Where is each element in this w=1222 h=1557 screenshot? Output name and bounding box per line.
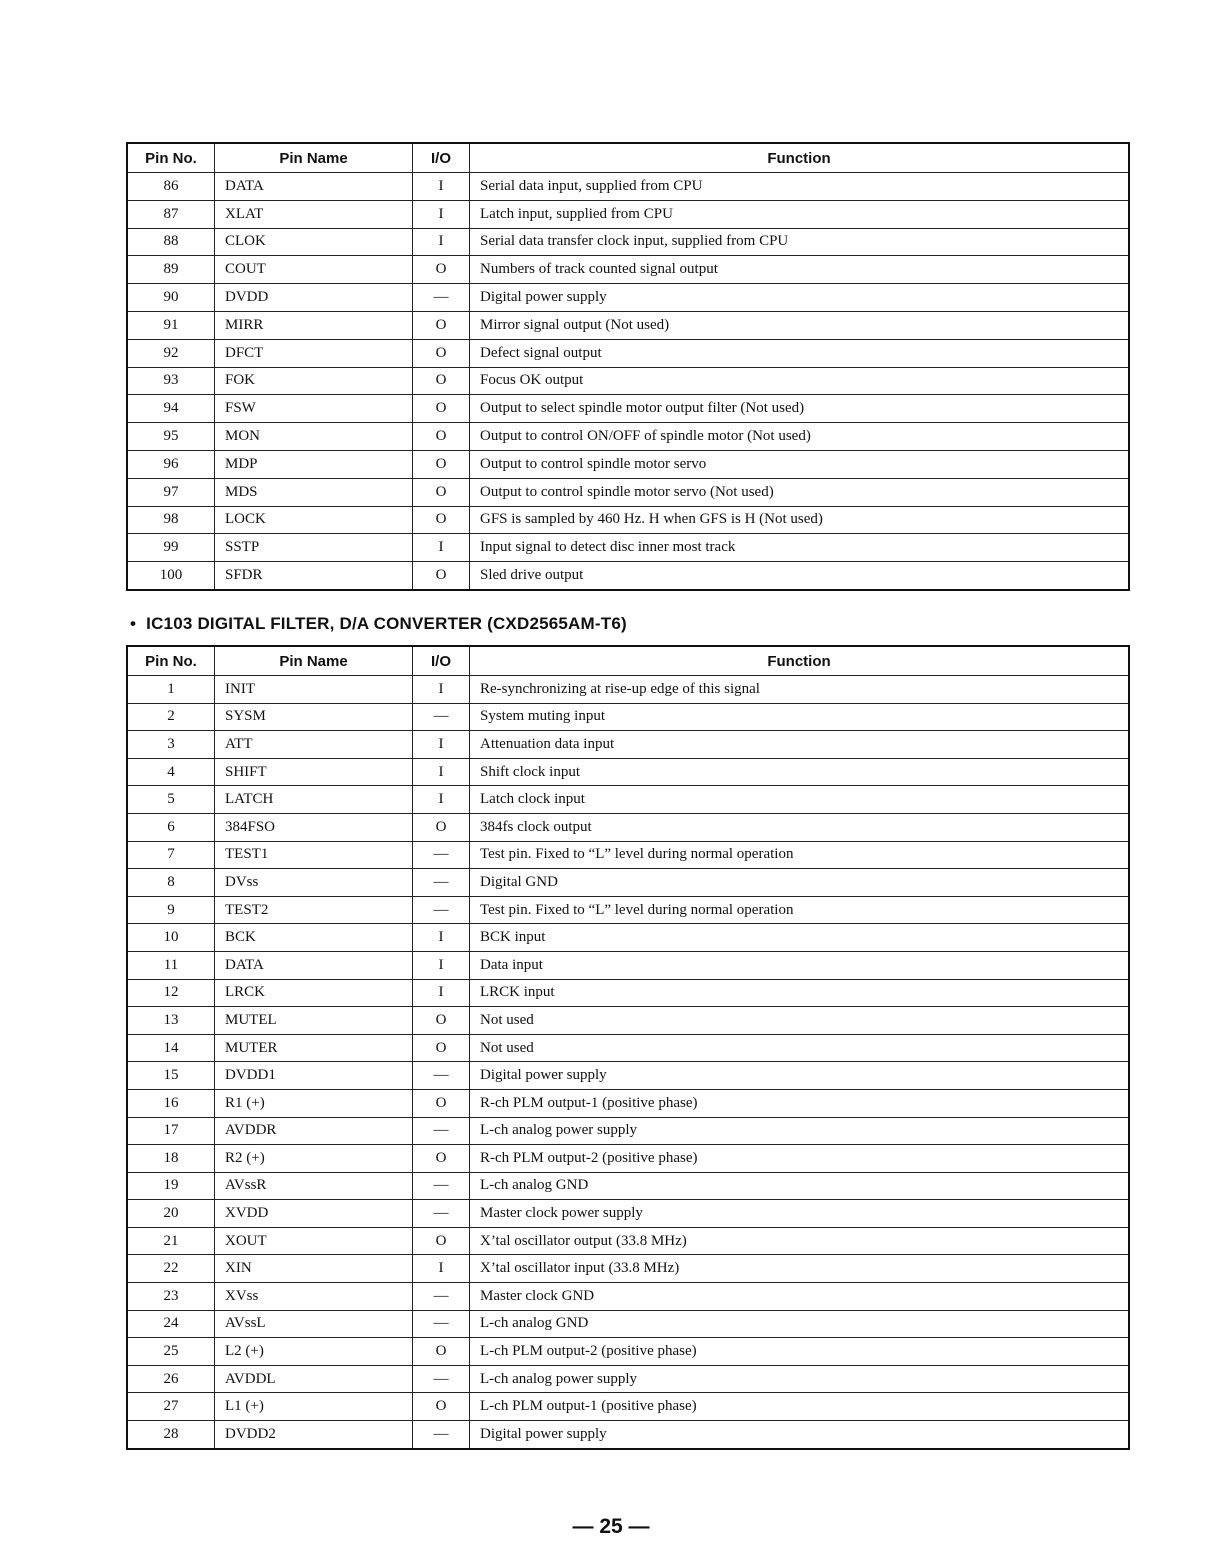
io-cell: O (413, 478, 470, 506)
pin-no-cell: 10 (127, 924, 215, 952)
io-cell: — (413, 1310, 470, 1338)
table-row (127, 1062, 1129, 1090)
io-cell: O (413, 813, 470, 841)
function-cell: Digital power supply (470, 1421, 1130, 1449)
table-header-row (127, 646, 1129, 676)
pin-name-cell: DVss (215, 869, 413, 897)
pin-no-cell: 28 (127, 1421, 215, 1449)
io-cell: I (413, 758, 470, 786)
pin-no-cell: 2 (127, 703, 215, 731)
function-cell: LRCK input (470, 979, 1130, 1007)
table-row (127, 284, 1129, 312)
pin-name-cell: XVss (215, 1283, 413, 1311)
table-row (127, 731, 1129, 759)
io-cell: O (413, 506, 470, 534)
pin-no-cell: 90 (127, 284, 215, 312)
function-cell: Test pin. Fixed to “L” level during normal operation (470, 841, 1130, 869)
function-cell: Master clock power supply (470, 1200, 1130, 1228)
table-row (127, 367, 1129, 395)
table-row (127, 1283, 1129, 1311)
function-cell: System muting input (470, 703, 1130, 731)
io-cell: I (413, 1255, 470, 1283)
pin-name-cell: SHIFT (215, 758, 413, 786)
pin-no-cell: 88 (127, 228, 215, 256)
header-io: I/O (413, 646, 470, 676)
table-row (127, 534, 1129, 562)
pin-name-cell: R1 (+) (215, 1089, 413, 1117)
pin-name-cell: MDS (215, 478, 413, 506)
function-cell: L-ch PLM output-2 (positive phase) (470, 1338, 1130, 1366)
pin-no-cell: 100 (127, 562, 215, 590)
function-cell: Sled drive output (470, 562, 1130, 590)
io-cell: I (413, 731, 470, 759)
function-cell: L-ch PLM output-1 (positive phase) (470, 1393, 1130, 1421)
pin-no-cell: 26 (127, 1365, 215, 1393)
table-header-row (127, 143, 1129, 173)
pin-no-cell: 27 (127, 1393, 215, 1421)
io-cell: — (413, 896, 470, 924)
io-cell: O (413, 395, 470, 423)
table-row (127, 228, 1129, 256)
function-cell: Digital GND (470, 869, 1130, 897)
pin-no-cell: 13 (127, 1007, 215, 1035)
pin-name-cell: AVssL (215, 1310, 413, 1338)
function-cell: Attenuation data input (470, 731, 1130, 759)
function-cell: Defect signal output (470, 339, 1130, 367)
io-cell: I (413, 200, 470, 228)
function-cell: Serial data transfer clock input, supplied from CPU (470, 228, 1130, 256)
table-row (127, 951, 1129, 979)
table-row (127, 339, 1129, 367)
function-cell: BCK input (470, 924, 1130, 952)
pin-table-ic-continued (126, 142, 1130, 591)
table-row (127, 1393, 1129, 1421)
table-row (127, 478, 1129, 506)
table-row (127, 1365, 1129, 1393)
pin-no-cell: 19 (127, 1172, 215, 1200)
table-row (127, 979, 1129, 1007)
table-row (127, 841, 1129, 869)
io-cell: — (413, 869, 470, 897)
io-cell: O (413, 562, 470, 590)
table-row (127, 173, 1129, 201)
table-row (127, 786, 1129, 814)
pin-name-cell: XIN (215, 1255, 413, 1283)
pin-no-cell: 86 (127, 173, 215, 201)
pin-name-cell: SSTP (215, 534, 413, 562)
pin-name-cell: MUTER (215, 1034, 413, 1062)
pin-name-cell: TEST2 (215, 896, 413, 924)
table-row (127, 395, 1129, 423)
pin-no-cell: 1 (127, 676, 215, 704)
io-cell: I (413, 676, 470, 704)
pin-no-cell: 9 (127, 896, 215, 924)
table-row (127, 1172, 1129, 1200)
table-row (127, 1145, 1129, 1173)
io-cell: O (413, 450, 470, 478)
header-io: I/O (413, 143, 470, 173)
pin-name-cell: DFCT (215, 339, 413, 367)
pin-table-ic103 (126, 645, 1130, 1450)
pin-name-cell: AVDDR (215, 1117, 413, 1145)
pin-name-cell: DATA (215, 173, 413, 201)
pin-name-cell: L2 (+) (215, 1338, 413, 1366)
pin-name-cell: XVDD (215, 1200, 413, 1228)
function-cell: Master clock GND (470, 1283, 1130, 1311)
io-cell: O (413, 1034, 470, 1062)
function-cell: X’tal oscillator output (33.8 MHz) (470, 1227, 1130, 1255)
pin-name-cell: 384FSO (215, 813, 413, 841)
io-cell: O (413, 256, 470, 284)
bullet-icon: • (130, 614, 137, 633)
pin-name-cell: MUTEL (215, 1007, 413, 1035)
io-cell: I (413, 786, 470, 814)
function-cell: Shift clock input (470, 758, 1130, 786)
io-cell: — (413, 1172, 470, 1200)
table-row (127, 256, 1129, 284)
io-cell: — (413, 1200, 470, 1228)
table-row (127, 1034, 1129, 1062)
pin-name-cell: LRCK (215, 979, 413, 1007)
pin-name-cell: MIRR (215, 311, 413, 339)
pin-no-cell: 23 (127, 1283, 215, 1311)
pin-no-cell: 15 (127, 1062, 215, 1090)
pin-no-cell: 22 (127, 1255, 215, 1283)
table-row (127, 200, 1129, 228)
header-pin-name: Pin Name (215, 143, 413, 173)
pin-no-cell: 17 (127, 1117, 215, 1145)
function-cell: L-ch analog GND (470, 1310, 1130, 1338)
pin-no-cell: 7 (127, 841, 215, 869)
io-cell: O (413, 1227, 470, 1255)
pin-name-cell: SFDR (215, 562, 413, 590)
pin-name-cell: TEST1 (215, 841, 413, 869)
function-cell: Input signal to detect disc inner most track (470, 534, 1130, 562)
function-cell: Output to control ON/OFF of spindle motor (Not used) (470, 423, 1130, 451)
table-row (127, 813, 1129, 841)
table-row (127, 676, 1129, 704)
pin-no-cell: 16 (127, 1089, 215, 1117)
table-row (127, 1421, 1129, 1449)
pin-name-cell: FSW (215, 395, 413, 423)
io-cell: O (413, 1338, 470, 1366)
pin-no-cell: 21 (127, 1227, 215, 1255)
io-cell: — (413, 284, 470, 312)
table-row (127, 1255, 1129, 1283)
pin-no-cell: 4 (127, 758, 215, 786)
io-cell: — (413, 841, 470, 869)
pin-no-cell: 3 (127, 731, 215, 759)
table-row (127, 703, 1129, 731)
io-cell: I (413, 951, 470, 979)
pin-no-cell: 93 (127, 367, 215, 395)
pin-no-cell: 98 (127, 506, 215, 534)
io-cell: O (413, 1393, 470, 1421)
header-pin-no: Pin No. (127, 646, 215, 676)
io-cell: O (413, 1007, 470, 1035)
pin-name-cell: R2 (+) (215, 1145, 413, 1173)
pin-no-cell: 96 (127, 450, 215, 478)
pin-name-cell: DVDD1 (215, 1062, 413, 1090)
pin-no-cell: 95 (127, 423, 215, 451)
pin-name-cell: BCK (215, 924, 413, 952)
pin-name-cell: DATA (215, 951, 413, 979)
pin-no-cell: 5 (127, 786, 215, 814)
function-cell: Data input (470, 951, 1130, 979)
pin-no-cell: 12 (127, 979, 215, 1007)
io-cell: O (413, 367, 470, 395)
function-cell: Not used (470, 1034, 1130, 1062)
io-cell: O (413, 423, 470, 451)
io-cell: — (413, 1421, 470, 1449)
function-cell: Mirror signal output (Not used) (470, 311, 1130, 339)
table-row (127, 562, 1129, 590)
io-cell: I (413, 228, 470, 256)
io-cell: — (413, 703, 470, 731)
pin-name-cell: DVDD2 (215, 1421, 413, 1449)
function-cell: Re-synchronizing at rise-up edge of this signal (470, 676, 1130, 704)
function-cell: R-ch PLM output-2 (positive phase) (470, 1145, 1130, 1173)
pin-no-cell: 20 (127, 1200, 215, 1228)
function-cell: 384fs clock output (470, 813, 1130, 841)
function-cell: Numbers of track counted signal output (470, 256, 1130, 284)
pin-name-cell: MDP (215, 450, 413, 478)
table-row (127, 1200, 1129, 1228)
pin-no-cell: 97 (127, 478, 215, 506)
page-number: — 25 — (572, 1515, 650, 1538)
function-cell: L-ch analog GND (470, 1172, 1130, 1200)
function-cell: Output to control spindle motor servo (Not used) (470, 478, 1130, 506)
function-cell: L-ch analog power supply (470, 1117, 1130, 1145)
table-row (127, 423, 1129, 451)
pin-no-cell: 94 (127, 395, 215, 423)
io-cell: I (413, 173, 470, 201)
pin-no-cell: 89 (127, 256, 215, 284)
pin-no-cell: 24 (127, 1310, 215, 1338)
function-cell: Latch clock input (470, 786, 1130, 814)
table-row (127, 1310, 1129, 1338)
function-cell: L-ch analog power supply (470, 1365, 1130, 1393)
io-cell: O (413, 339, 470, 367)
pin-name-cell: COUT (215, 256, 413, 284)
pin-name-cell: LATCH (215, 786, 413, 814)
pin-no-cell: 91 (127, 311, 215, 339)
function-cell: Digital power supply (470, 284, 1130, 312)
pin-no-cell: 18 (127, 1145, 215, 1173)
pin-name-cell: AVDDL (215, 1365, 413, 1393)
pin-no-cell: 25 (127, 1338, 215, 1366)
pin-no-cell: 11 (127, 951, 215, 979)
function-cell: GFS is sampled by 460 Hz. H when GFS is H (Not used) (470, 506, 1130, 534)
table-row (127, 1227, 1129, 1255)
table-row (127, 1117, 1129, 1145)
pin-name-cell: MON (215, 423, 413, 451)
io-cell: I (413, 979, 470, 1007)
pin-name-cell: CLOK (215, 228, 413, 256)
table-row (127, 924, 1129, 952)
pin-name-cell: XOUT (215, 1227, 413, 1255)
function-cell: Latch input, supplied from CPU (470, 200, 1130, 228)
table-row (127, 506, 1129, 534)
table-row (127, 450, 1129, 478)
header-function: Function (470, 143, 1130, 173)
table-row (127, 311, 1129, 339)
table-row (127, 1089, 1129, 1117)
section-title-text: IC103 DIGITAL FILTER, D/A CONVERTER (CXD2565AM-T6) (146, 614, 627, 633)
section-title (130, 614, 627, 634)
pin-name-cell: AVssR (215, 1172, 413, 1200)
table-row (127, 869, 1129, 897)
io-cell: — (413, 1062, 470, 1090)
function-cell: Not used (470, 1007, 1130, 1035)
function-cell: Serial data input, supplied from CPU (470, 173, 1130, 201)
function-cell: R-ch PLM output-1 (positive phase) (470, 1089, 1130, 1117)
function-cell: X’tal oscillator input (33.8 MHz) (470, 1255, 1130, 1283)
pin-name-cell: XLAT (215, 200, 413, 228)
pin-name-cell: INIT (215, 676, 413, 704)
io-cell: I (413, 534, 470, 562)
pin-no-cell: 6 (127, 813, 215, 841)
io-cell: — (413, 1283, 470, 1311)
pin-no-cell: 87 (127, 200, 215, 228)
pin-name-cell: SYSM (215, 703, 413, 731)
pin-name-cell: ATT (215, 731, 413, 759)
table-row (127, 758, 1129, 786)
io-cell: O (413, 311, 470, 339)
header-function: Function (470, 646, 1130, 676)
table-row (127, 896, 1129, 924)
table-row (127, 1007, 1129, 1035)
pin-no-cell: 99 (127, 534, 215, 562)
io-cell: I (413, 924, 470, 952)
pin-no-cell: 14 (127, 1034, 215, 1062)
io-cell: O (413, 1145, 470, 1173)
table-row (127, 1338, 1129, 1366)
io-cell: — (413, 1117, 470, 1145)
header-pin-no: Pin No. (127, 143, 215, 173)
io-cell: O (413, 1089, 470, 1117)
function-cell: Output to control spindle motor servo (470, 450, 1130, 478)
pin-no-cell: 8 (127, 869, 215, 897)
pin-name-cell: FOK (215, 367, 413, 395)
function-cell: Output to select spindle motor output filter (Not used) (470, 395, 1130, 423)
pin-no-cell: 92 (127, 339, 215, 367)
io-cell: — (413, 1365, 470, 1393)
function-cell: Digital power supply (470, 1062, 1130, 1090)
pin-name-cell: LOCK (215, 506, 413, 534)
pin-name-cell: L1 (+) (215, 1393, 413, 1421)
pin-name-cell: DVDD (215, 284, 413, 312)
function-cell: Focus OK output (470, 367, 1130, 395)
function-cell: Test pin. Fixed to “L” level during normal operation (470, 896, 1130, 924)
header-pin-name: Pin Name (215, 646, 413, 676)
